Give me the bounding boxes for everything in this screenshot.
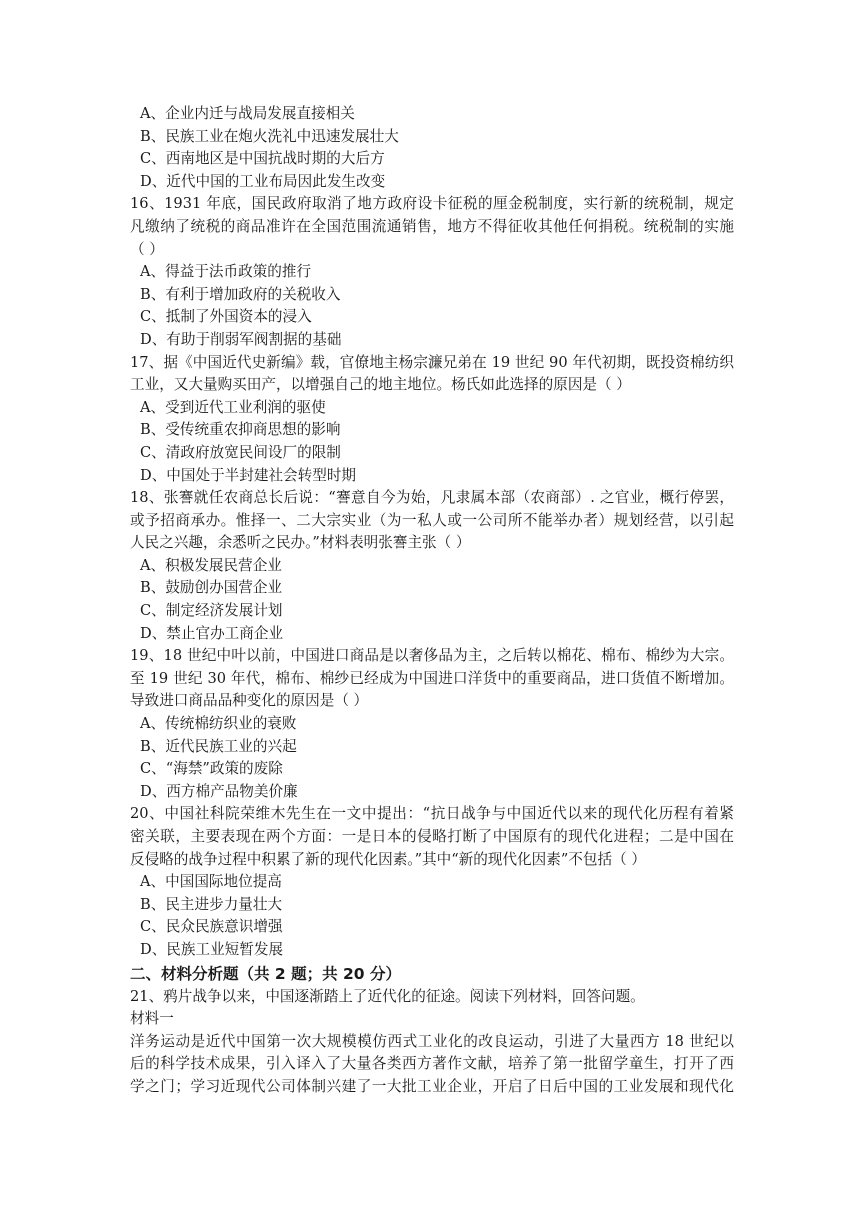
- question-text-line: 导致进口商品品种变化的原因是（ ）: [130, 692, 369, 710]
- question-text-line: 密关联，主要表现在两个方面：一是日本的侵略打断了中国原有的现代化进程；二是中国在: [130, 828, 734, 845]
- answer-option: B、受传统重农抑商思想的影响: [140, 421, 341, 439]
- exam-text-body: [130, 103, 734, 1099]
- answer-option: B、民族工业在炮火洗礼中迅速发展壮大: [140, 127, 399, 145]
- answer-option: B、鼓励创办国营企业: [140, 579, 283, 597]
- answer-option: B、近代民族工业的兴起: [140, 737, 297, 755]
- answer-option: A、中国国际地位提高: [140, 873, 282, 891]
- question-text-line: 学之门；学习近现代公司体制兴建了一大批工业企业，开启了日后中国的工业发展和现代化: [130, 1077, 734, 1095]
- question-text-line: （ ）: [130, 240, 164, 258]
- question-text-line: 21、鸦片战争以来，中国逐渐踏上了近代化的征途。阅读下列材料，回答问题。: [130, 987, 645, 1005]
- answer-option: D、近代中国的工业布局因此发生改变: [140, 172, 386, 190]
- answer-option: C、民众民族意识增强: [140, 918, 283, 936]
- question-text-line: 反侵略的战争过程中积累了新的现代化因素。”其中“新的现代化因素”不包括（ ）: [130, 850, 646, 868]
- question-text-line: 人民之兴趣，余悉听之民办。”材料表明张謇主张（ ）: [130, 534, 471, 552]
- answer-option: C、西南地区是中国抗战时期的大后方: [140, 150, 385, 168]
- answer-option: D、民族工业短暂发展: [140, 940, 284, 958]
- answer-option: C、“海禁”政策的废除: [140, 760, 283, 778]
- section-heading: 二、材料分析题（共 2 题；共 20 分）: [130, 964, 401, 983]
- question-text-line: 洋务运动是近代中国第一次大规模模仿西式工业化的改良运动，引进了大量西方 18 世纪以: [130, 1032, 734, 1050]
- answer-option: A、积极发展民营企业: [140, 556, 282, 574]
- answer-option: A、受到近代工业利润的驱使: [140, 398, 326, 416]
- answer-option: A、传统棉纺织业的衰败: [140, 715, 297, 733]
- question-text-line: 工业，又大量购买田产，以增强自己的地主地位。杨氏如此选择的原因是（ ）: [130, 376, 631, 394]
- question-text-line: 18、张謇就任农商总长后说：“謇意自今为始，凡隶属本部（农商部）. 之官业，概行停罢，: [130, 489, 734, 507]
- answer-option: C、制定经济发展计划: [140, 602, 283, 620]
- answer-option: D、有助于削弱军阀割据的基础: [140, 330, 342, 348]
- question-text-line: 凡缴纳了统税的商品准许在全国范围流通销售，地方不得征收其他任何捐税。统税制的实施: [130, 217, 734, 235]
- question-text-line: 17、据《中国近代史新编》载，官僚地主杨宗濂兄弟在 19 世纪 90 年代初期，既投资棉纺织: [130, 353, 734, 371]
- question-text-line: 19、18 世纪中叶以前，中国进口商品是以奢侈品为主，之后转以棉花、棉布、棉纱为大宗。: [130, 647, 734, 665]
- question-text-line: 或予招商承办。惟择一、二大宗实业（为一私人或一公司所不能举办者）规划经营，以引起: [130, 511, 734, 529]
- answer-option: D、西方棉产品物美价廉: [140, 782, 298, 800]
- answer-option: C、清政府放宽民间设厂的限制: [140, 443, 341, 461]
- question-text-line: 16、1931 年底，国民政府取消了地方政府设卡征税的厘金税制度，实行新的统税制，规定: [130, 195, 734, 213]
- answer-option: C、抵制了外国资本的浸入: [140, 308, 312, 326]
- answer-option: D、禁止官办工商企业: [140, 624, 284, 642]
- answer-option: A、企业内迁与战局发展直接相关: [140, 105, 355, 122]
- question-text-line: 材料一: [130, 1010, 174, 1028]
- answer-option: B、民主进步力量壮大: [140, 895, 283, 913]
- answer-option: B、有利于增加政府的关税收入: [140, 285, 341, 303]
- question-text-line: 至 19 世纪 30 年代，棉布、棉纱已经成为中国进口洋货中的重要商品，进口货值不断增加。: [130, 669, 734, 687]
- question-text-line: 20、中国社科院荣维木先生在一文中提出：“抗日战争与中国近代以来的现代化历程有着紧: [130, 805, 734, 823]
- answer-option: D、中国处于半封建社会转型时期: [140, 466, 357, 484]
- answer-option: A、得益于法币政策的推行: [140, 263, 312, 281]
- question-text-line: 后的科学技术成果，引入译入了大量各类西方著作文献，培养了第一批留学童生，打开了西: [130, 1055, 734, 1073]
